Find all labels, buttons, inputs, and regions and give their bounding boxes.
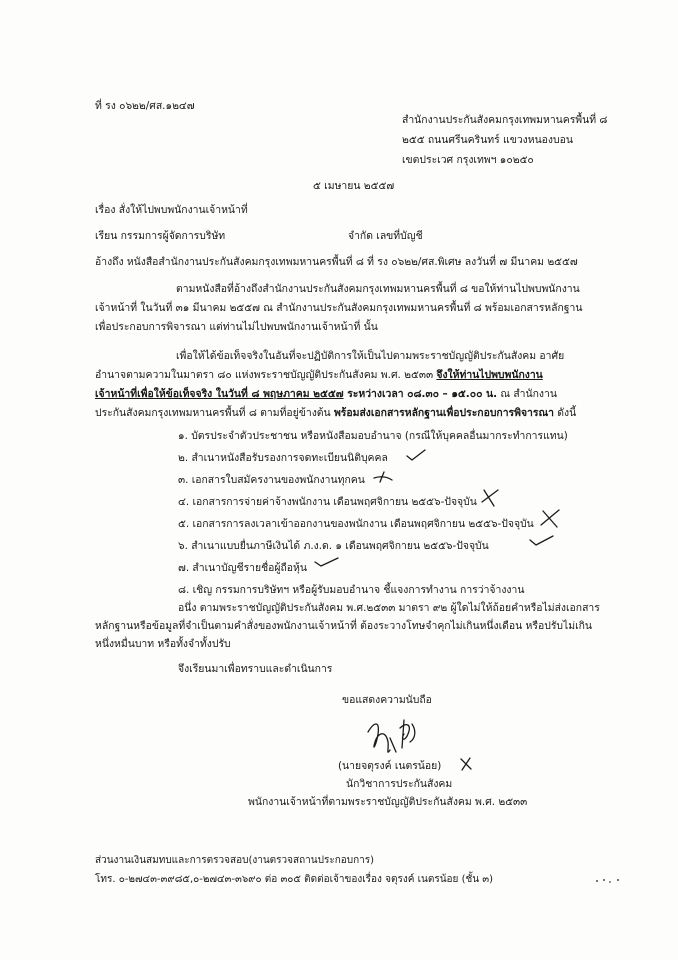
signatory-position: นักวิชาการประกันสังคม xyxy=(346,778,453,790)
document-item-8: ๘. เชิญ กรรมการบริษัทฯ หรือผู้รับมอบอำนาจ ชี้แจงการทำงาน การว่าจ้างงาน xyxy=(178,584,525,596)
signatory-name: (นายจตุรงค์ เนตรน้อย) xyxy=(338,760,442,772)
office-address-line-3: เขตประเวศ กรุงเทพฯ ๑๐๒๕๐ xyxy=(402,154,534,166)
document-item-4: ๔. เอกสารการจ่ายค่าจ้างพนักงาน เดือนพฤศจิกายน ๒๕๕๖-ปัจจุบัน xyxy=(178,496,477,508)
signatory-official-title: พนักงานเจ้าหน้าที่ตามพระราชบัญญัติประกันสังคม พ.ศ. ๒๕๓๓ xyxy=(248,796,528,808)
document-item-3: ๓. เอกสารใบสมัครงานของพนักงานทุกคน xyxy=(178,474,365,486)
paragraph-2-line-3 xyxy=(95,388,557,401)
paragraph-3-line-3: หนึ่งหมื่นบาท หรือทั้งจำทั้งปรับ xyxy=(95,638,231,650)
paragraph-2-line-2 xyxy=(95,369,543,382)
office-address-line-1: สำนักงานประกันสังคมกรุงเทพมหานครพื้นที่ ๘ xyxy=(402,114,608,126)
paragraph-2-line-4 xyxy=(95,407,576,420)
appointment-time: ระหว่างเวลา ๐๘.๓๐ – ๑๕.๐๐ น. xyxy=(343,388,498,400)
appointment-place-prefix: ณ สำนักงาน xyxy=(497,388,557,400)
appointment-instruction: จึงให้ท่านไปพบพนักงาน xyxy=(436,369,543,381)
paragraph-1-line-1: ตามหนังสือที่อ้างถึงสำนักงานประกันสังคมกรุงเทพมหานครพื้นที่ ๘ ขอให้ท่านไปพบพนักงาน xyxy=(176,283,580,295)
document-item-1: ๑. บัตรประจำตัวประชาชน หรือหนังสือมอบอำนาจ (กรณีให้บุคคลอื่นมากระทำการแทน) xyxy=(178,430,568,442)
documents-list-intro: ดังนี้ xyxy=(553,407,577,419)
handwritten-signature xyxy=(360,712,430,762)
document-item-5: ๕. เอกสารการลงเวลาเข้าออกงานของพนักงาน เดือนพฤศจิกายน ๒๕๕๖-ปัจจุบัน xyxy=(178,518,534,530)
complimentary-close: ขอแสดงความนับถือ xyxy=(342,694,432,706)
paragraph-1-line-2: เจ้าหน้าที่ ในวันที่ ๓๑ มีนาคม ๒๕๕๗ ณ สำนักงานประกันสังคมกรุงเทพมหานครพื้นที่ ๘ พร้อมเอกสารหลักฐาน xyxy=(95,302,583,314)
documents-required-heading: พร้อมส่งเอกสารหลักฐานเพื่อประกอบการพิจารณา xyxy=(333,407,554,419)
letter-recipient: เรียน กรรมการผู้จัดการบริษัท xyxy=(95,230,226,242)
paragraph-3-line-2: หลักฐานหรือข้อมูลที่จำเป็นตามคำสั่งของพนักงานเจ้าหน้าที่ ต้องระวางโทษจำคุกไม่เกินหนึ่งเดือน หรือปรับไม่เกิน xyxy=(95,620,593,632)
paragraph-2-line-1: เพื่อให้ได้ข้อเท็จจริงในอันที่จะปฏิบัติการให้เป็นไปตามพระราชบัญญัติประกันสังคม อาศัย xyxy=(176,350,565,362)
appointment-date: เจ้าหน้าที่เพื่อให้ข้อเท็จจริง ในวันที่ ๘ พฤษภาคม ๒๕๕๗ xyxy=(95,388,344,400)
appointment-place: ประกันสังคมกรุงเทพมหานครพื้นที่ ๘ ตามที่อยู่ข้างต้น xyxy=(95,407,334,419)
letter-date: ๕ เมษายน ๒๕๕๗ xyxy=(313,180,395,192)
checkmark-icon xyxy=(312,553,340,569)
cross-mark-icon xyxy=(478,486,502,508)
checkmark-icon xyxy=(527,532,555,548)
recipient-account-label: จำกัด เลขที่บัญชี xyxy=(348,230,423,242)
cross-mark-icon xyxy=(372,468,394,484)
checkmark-icon xyxy=(404,447,428,463)
document-item-7: ๗. สำเนาบัญชีรายชื่อผู้ถือหุ้น xyxy=(178,562,307,574)
paragraph-3-line-1: อนึ่ง ตามพระราชบัญญัติประกันสังคม พ.ศ.๒๕๓๓ มาตรา ๙๒ ผู้ใดไม่ให้ถ้อยคำหรือไม่ส่งเอกสาร xyxy=(178,602,600,614)
document-item-2: ๒. สำเนาหนังสือรับรองการจดทะเบียนนิติบุคคล xyxy=(178,452,388,464)
reference-number: ที่ รง ๐๖๒๒/ศส.๑๒๔๗ xyxy=(95,100,195,112)
letter-reference: อ้างถึง หนังสือสำนักงานประกันสังคมกรุงเทพมหานครพื้นที่ ๘ ที่ รง ๐๖๒๒/ศส.พิเศษ ลงวันที่ ๗ มีนาคม ๒๕๕๗ xyxy=(95,256,578,268)
closing-line: จึงเรียนมาเพื่อทราบและดำเนินการ xyxy=(178,663,333,675)
cross-mark-icon xyxy=(458,756,474,772)
paragraph-2-authority-text: อำนาจตามความในมาตรา ๘๐ แห่งพระราชบัญญัติประกันสังคม พ.ศ. ๒๕๓๓ xyxy=(95,369,437,381)
document-item-6: ๖. สำเนาแบบยื่นภาษีเงินได้ ภ.ง.ด. ๑ เดือนพฤศจิกายน ๒๕๕๖-ปัจจุบัน xyxy=(178,540,489,552)
paragraph-1-line-3: เพื่อประกอบการพิจารณา แต่ท่านไม่ไปพบพนักงานเจ้าหน้าที่ นั้น xyxy=(95,321,378,333)
footer-contact: โทร. ๐-๒๗๔๓-๓๙๘๕,๐-๒๗๔๓-๓๖๙๐ ต่อ ๓๐๕ ติดต่อเจ้าของเรื่อง จตุรงค์ เนตรน้อย (ชั้น ๓) xyxy=(95,874,494,885)
office-address-line-2: ๒๕๕ ถนนศรีนครินทร์ แขวงหนองบอน xyxy=(402,134,573,146)
letter-subject: เรื่อง สั่งให้ไปพบพนักงานเจ้าหน้าที่ xyxy=(95,204,248,216)
ink-dots-icon xyxy=(594,876,624,886)
cross-mark-icon xyxy=(537,507,563,529)
footer-department: ส่วนงานเงินสมทบและการตรวจสอบ(งานตรวจสถานประกอบการ) xyxy=(95,855,375,866)
